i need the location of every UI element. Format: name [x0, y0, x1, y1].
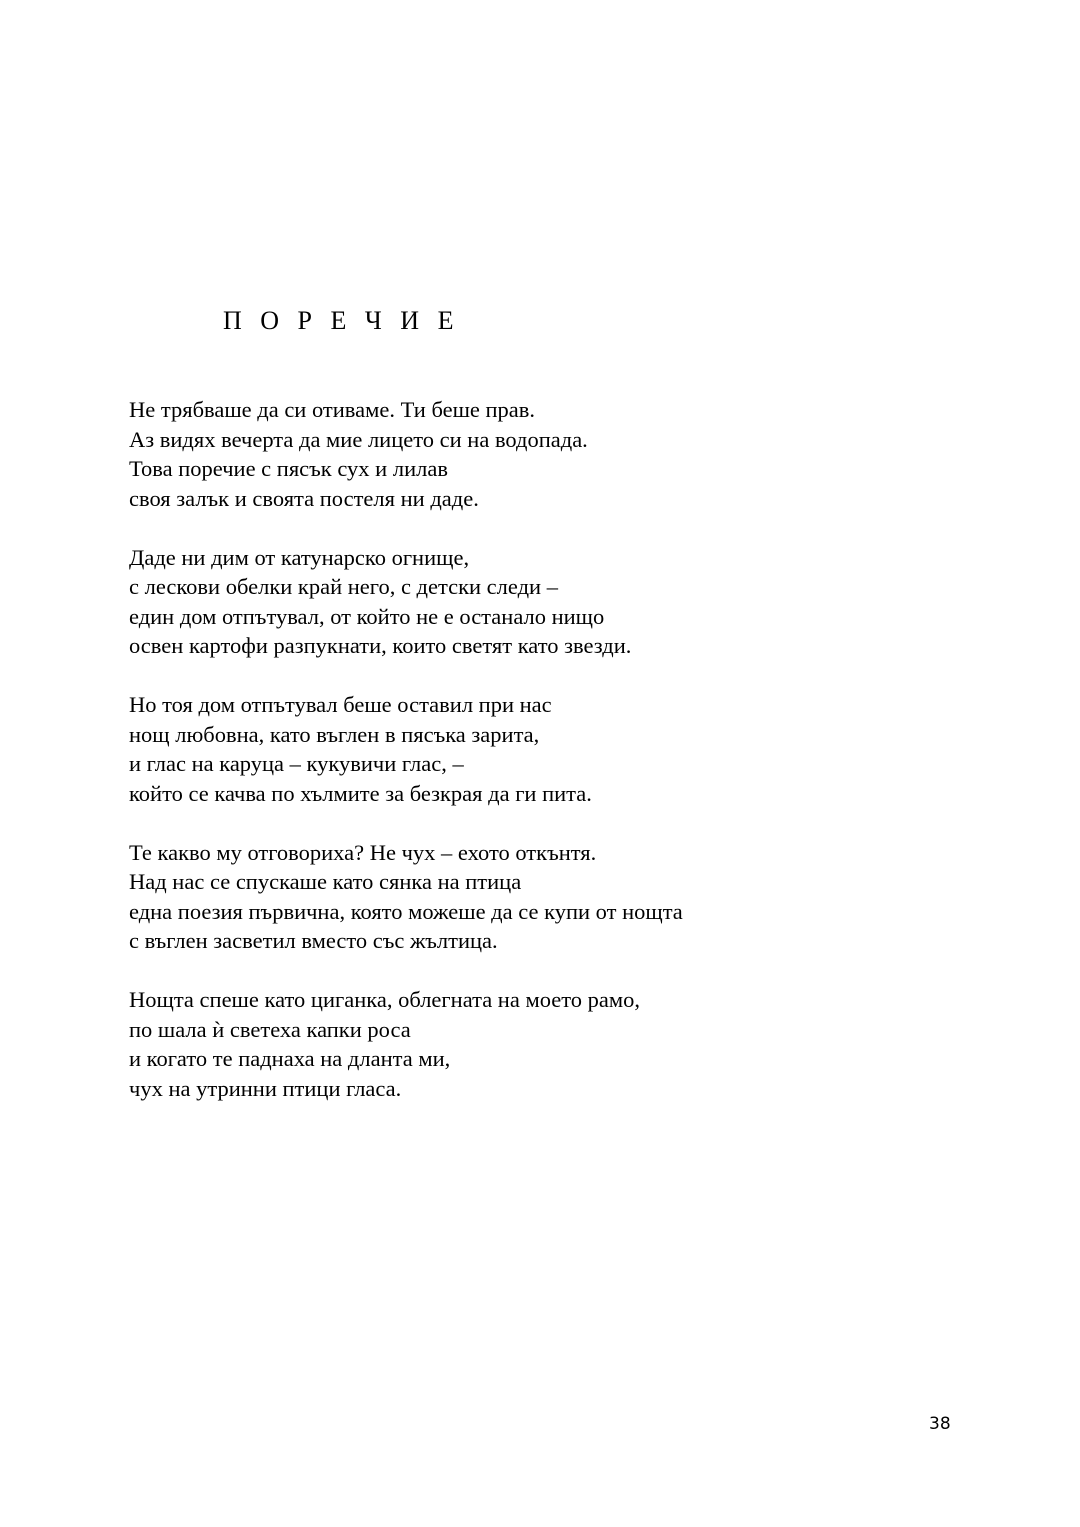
poem-line: нощ любовна, като въглен в пясъка зарита,: [129, 721, 540, 747]
poem-line: с въглен засветил вместо със жълтица.: [129, 928, 498, 953]
stanza-1: [129, 395, 1029, 513]
poem-line: своя залък и своята постеля ни даде.: [129, 485, 479, 511]
poem-line: Не трябваше да си отиваме. Ти беше прав.: [129, 397, 536, 422]
poem-title: П О Р Е Ч И Е: [223, 306, 460, 335]
poem-line: с лескови обелки край него, с детски следи –: [129, 574, 558, 599]
poem-line: и когато те паднаха на дланта ми,: [129, 1046, 451, 1071]
stanza-2: [129, 543, 1029, 661]
page-number: 38: [929, 1414, 951, 1434]
poem-line: освен картофи разпукнати, които светят като звезди.: [129, 633, 632, 658]
poem-line: Над нас се спускаше като сянка на птица: [129, 869, 522, 894]
poem-line: Нощта спеше като циганка, облегната на моето рамо,: [129, 987, 640, 1012]
poem-line: Те какво му отговориха? Не чух – ехото откънтя.: [129, 839, 597, 865]
poem-line: Даде ни дим от катунарско огнище,: [129, 544, 470, 570]
poem-body: [129, 395, 1029, 1133]
stanza-5: [129, 985, 1029, 1103]
stanza-4: [129, 838, 1029, 956]
poem-line: Но тоя дом отпътувал беше оставил при нас: [129, 692, 552, 717]
poem-line: по шала ѝ светеха капки роса: [129, 1016, 411, 1042]
poem-line: една поезия първична, която можеше да се купи от нощта: [129, 898, 683, 924]
poem-line: който се качва по хълмите за безкрая да ги пита.: [129, 780, 592, 806]
stanza-3: [129, 690, 1029, 808]
poem-line: един дом отпътувал, от който не е останало нищо: [129, 603, 605, 629]
poem-line: и глас на каруца – кукувичи глас, –: [129, 751, 464, 776]
poem-line: Това поречие с пясък сух и лилав: [129, 456, 448, 481]
poem-line: чух на утринни птици гласа.: [129, 1075, 402, 1101]
poem-line: Аз видях вечерта да мие лицето си на водопада.: [129, 426, 588, 452]
